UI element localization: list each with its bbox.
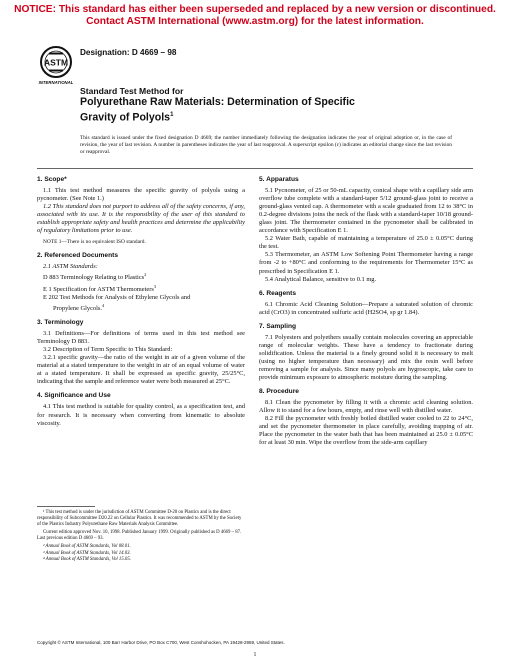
notice-line-2: Contact ASTM International (www.astm.org) for the latest information. <box>86 16 424 27</box>
apparatus-5-2: 5.2 Water Bath, capable of maintaining a temperature of 25.0 ± 0.05°C during the test. <box>259 235 473 251</box>
section-3-heading: 3. Terminology <box>37 319 84 327</box>
title-line-1: Standard Test Method for <box>80 86 184 96</box>
scope-1-1: 1.1 This test method measures the specific gravity of polyols using a pycnometer. (See Note 1.) <box>37 187 245 203</box>
left-column <box>37 176 245 428</box>
footnote-1: ¹ This test method is under the jurisdiction of ASTM Committee D-20 on Plastics and is the direct responsibility of Subcommittee D20.22 on Cellular Plastics. It was recommended to ASTM by the Society of the Plastics Industry Polyurethane Raw Materials Analysis Committee. <box>37 510 242 528</box>
terminology-3-2-1: 3.2.1 specific gravity—the ratio of the weight in air of a given volume of the material at a stated temperature to the weight in air of an equal volume of water at a stated temperature. It shall be expressed as specific gravity, 25/25°C, indicating that the sample and reference water were both measured at 25°C. <box>37 354 245 386</box>
apparatus-5-1: 5.1 Pycnometer, of 25 or 50-mL capacity, conical shape with a capillary side arm overflow tube complete with a standard-taper 5/12 ground-glass joint to receive a ground-glass vented cap. A thermometer with a scale graduated from 12 to 38°C in 0.2-degree divisions joins the neck of the flask with a standard-taper 10/18 ground-glass joint. The thermometer contained in the pycnometer shall be calibrated in accordance with Specification E 1. <box>259 187 473 235</box>
procedure-8-2: 8.2 Fill the pycnometer with freshly boiled distilled water cooled to 22 to 24°C, and set the pycnometer thermometer in place carefully, avoiding trapping of air. Place the pycnometer in the water bath that has been maintained at 25.0 ± 0.05°C for at least 30 min. Wipe the overflow from the side-arm capillary <box>259 415 473 447</box>
section-6-heading: 6. Reagents <box>259 289 297 297</box>
section-2-heading: 2. Referenced Documents <box>37 252 118 260</box>
scope-1-2: 1.2 This standard does not purport to address all of the safety concerns, if any, associated with its use. It is the responsibility of the user of this standard to establish appropriate safety and health practices and determine the applicability of regulatory limitations prior to use. <box>37 203 245 235</box>
astm-logo <box>37 45 75 89</box>
section-8-heading: 8. Procedure <box>259 388 299 396</box>
title-line-3: Gravity of Polyols$^1$ <box>80 111 174 124</box>
svg-text:ASTM: ASTM <box>43 57 69 68</box>
ref-e202: E 202 Test Methods for Analysis of Ethylene Glycols and <box>43 293 191 301</box>
footnote-2: ² Annual Book of ASTM Standards, Vol 08.01. <box>43 544 131 550</box>
footnote-1-edition: Current edition approved Nov. 10, 1998. Published January 1999. Originally published as D 4669 – 87. Last previous edition D 4669 – 93. <box>37 530 242 542</box>
sampling-7-1: 7.1 Polyesters and polyethers usually contain molecules covering an appreciable range of molecular weights. These have a tendency to fractionate during solidification. Unless the material is a finely ground solid it is necessary to melt (using no higher temperature than necessary) and mix the resin well before removing a sample for analysis. Since many polyols are hygroscopic, take care to provide minimum exposure to atmospheric moisture during the sampling. <box>259 333 473 382</box>
significance-4-1: 4.1 This test method is suitable for quality control, as a specification test, and for research. It is necessary when converting from kinematic to absolute viscosity. <box>37 403 245 427</box>
astm-standards-label: 2.1 ASTM Standards: <box>43 263 98 271</box>
note-1: NOTE 1—There is no equivalent ISO standard. <box>43 239 146 246</box>
ref-e1: E 1 Specification for ASTM Thermometers$^3$ <box>43 283 157 293</box>
section-1-heading: 1. Scope* <box>37 176 67 183</box>
copyright-line: Copyright © ASTM International, 100 Barr Harbor Drive, PO Box C700, West Conshohocken, PA 19428-2959, United States. <box>37 640 285 645</box>
reagents-6-1: 6.1 Chromic Acid Cleaning Solution—Prepare a saturated solution of chromic acid (CrO3) in concentrated sulfuric acid (H2SO4, sp gr 1.84). <box>259 300 473 316</box>
footnote-divider <box>37 506 95 507</box>
title-footnote-mark: 1 <box>170 111 174 118</box>
header-divider <box>37 168 473 169</box>
apparatus-5-4: 5.4 Analytical Balance, sensitive to 0.1 mg. <box>265 275 377 283</box>
notice-line-1: NOTICE: This standard has either been superseded and replaced by a new version or discontinued. <box>14 4 496 15</box>
designation: Designation: D 4669 – 98 <box>80 48 177 57</box>
footnote-4: ⁴ Annual Book of ASTM Standards, Vol 15.05. <box>43 556 131 562</box>
apparatus-5-3: 5.3 Thermometer, an ASTM Low Softening Point Thermometer having a range from -2 to +80°C and conforming to the requirements for Thermometer 15°C as prescribed in Specification E 1. <box>259 251 473 275</box>
right-column <box>259 176 473 447</box>
ref-e202-cont: Propylene Glycols.$^4$ <box>53 302 105 312</box>
supersede-notice <box>0 4 510 28</box>
ref-d883: D 883 Terminology Relating to Plastics$^2$ <box>43 272 147 282</box>
section-4-heading: 4. Significance and Use <box>37 392 111 400</box>
footnotes <box>37 510 245 563</box>
issuance-statement: This standard is issued under the fixed designation D 4669; the number immediately following the designation indicates the year of original adoption or, in the case of revision, the year of last revision. A number in parentheses indicates the year of last reapproval. A superscript epsilon (ε) indicates an editorial change since the last revision or reapproval. <box>80 135 452 155</box>
document-title <box>80 86 480 124</box>
page-number: 1 <box>253 652 257 658</box>
terminology-3-1: 3.1 Definitions—For definitions of terms used in this test method see Terminology D 883. <box>37 330 245 346</box>
section-7-heading: 7. Sampling <box>259 322 297 330</box>
footnote-3: ³ Annual Book of ASTM Standards, Vol 14.03. <box>43 550 131 556</box>
logo-caption: INTERNATIONAL <box>38 80 74 85</box>
section-5-heading: 5. Apparatus <box>259 176 299 183</box>
title-line-2: Polyurethane Raw Materials: Determination of Specific <box>80 96 355 108</box>
procedure-8-1: 8.1 Clean the pycnometer by filling it with a chromic acid cleaning solution. Allow it to stand for a few hours, empty, and rinse well with distilled water. <box>259 399 473 415</box>
terminology-3-2: 3.2 Description of Term Specific to This Standard: <box>43 346 173 354</box>
